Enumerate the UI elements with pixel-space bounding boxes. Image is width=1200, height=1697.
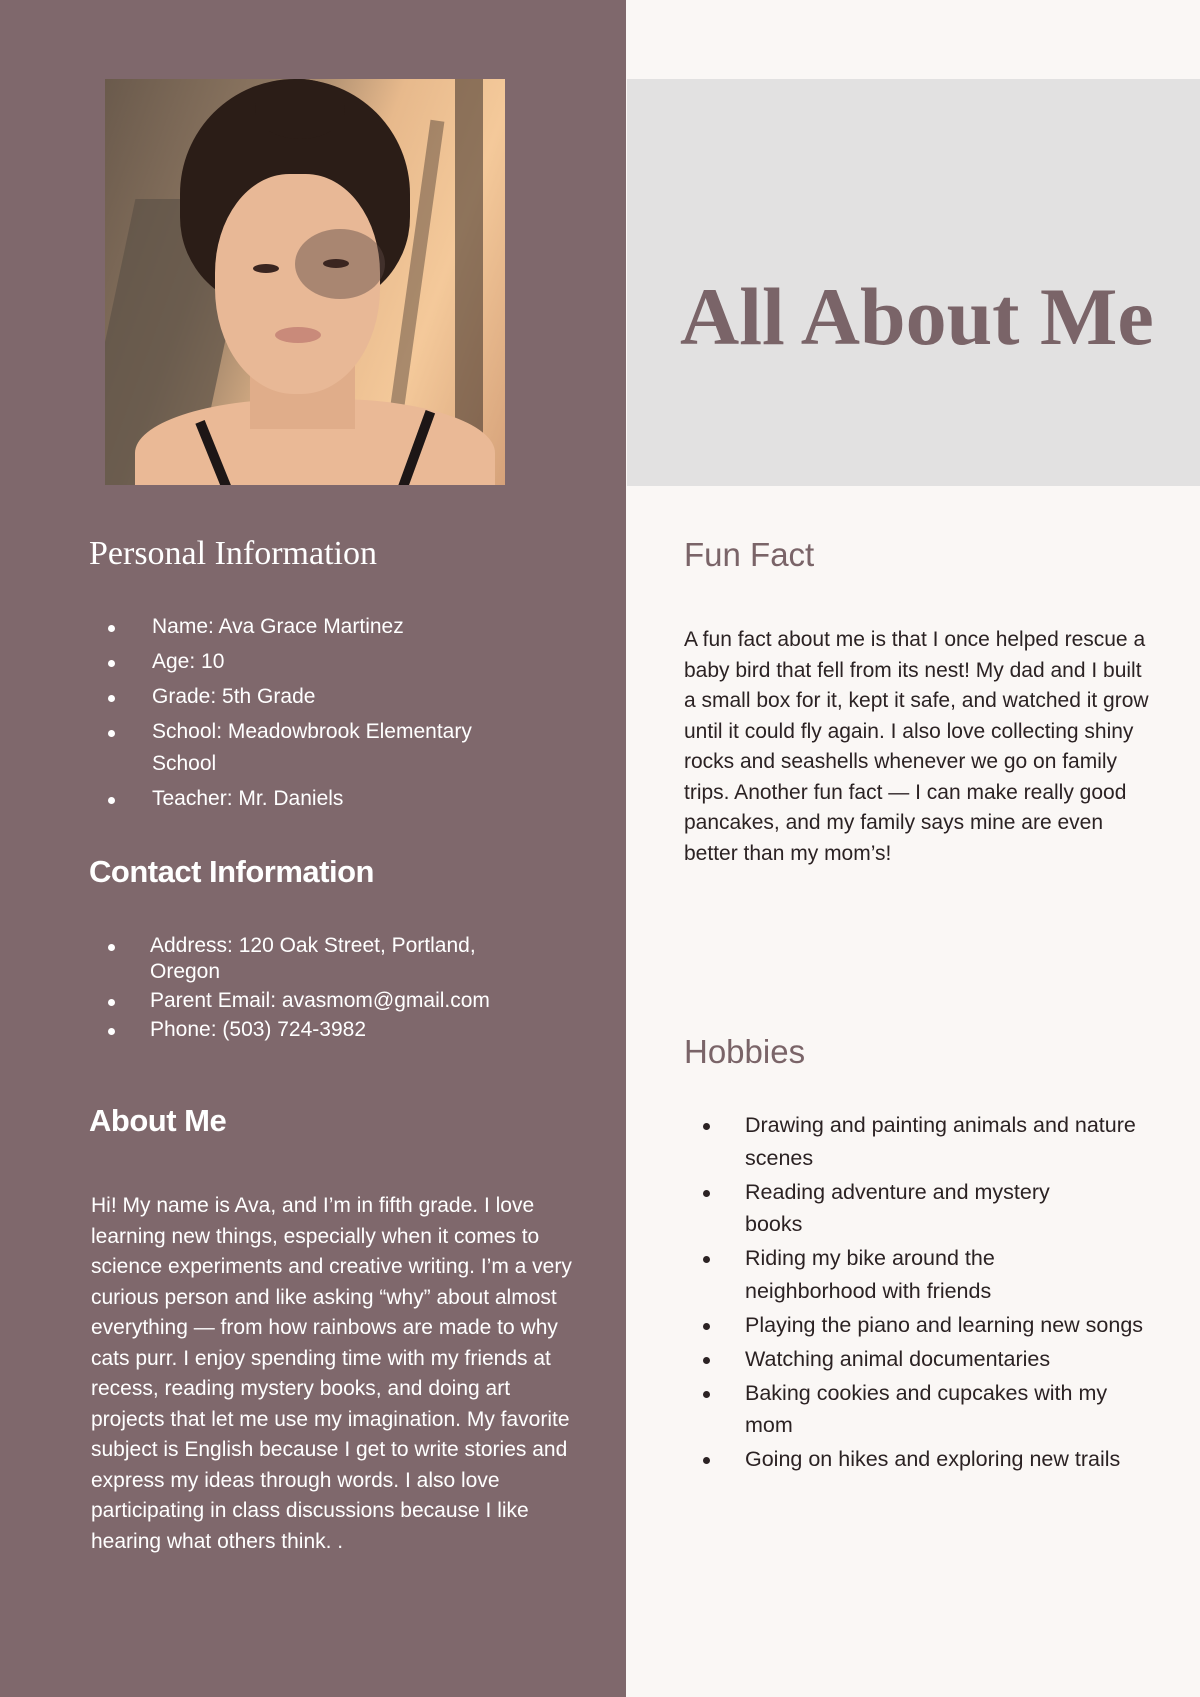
list-item: Drawing and painting animals and nature scenes: [700, 1109, 1160, 1174]
list-item: Riding my bike around the neighborhood with friends: [700, 1242, 1160, 1307]
fun-fact-text: A fun fact about me is that I once helped rescue a baby bird that fell from its nest! My dad and I built a small box for it, kept it safe, and watched it grow until it could fly again. I also love collecting shiny rocks and seashells whenever we go on family trips. Another fun fact — I can make really good pancakes, and my family says mine are even better than my mom’s!: [684, 628, 1149, 865]
list-item: Going on hikes and exploring new trails: [700, 1443, 1160, 1476]
personal-info-list: [100, 611, 580, 818]
contact-info-list: [100, 933, 580, 1046]
list-item: Teacher: Mr. Daniels: [100, 783, 580, 815]
fun-fact-heading: Fun Fact: [684, 536, 815, 573]
hobbies-heading: Hobbies: [684, 1033, 806, 1070]
list-item: Parent Email: avasmom@gmail.com: [100, 988, 580, 1014]
about-me-heading: About Me: [89, 1103, 227, 1138]
list-item: Name: Ava Grace Martinez: [100, 611, 580, 643]
list-item: Phone: (503) 724-3982: [100, 1017, 580, 1043]
list-item: Playing the piano and learning new songs: [700, 1309, 1160, 1342]
hobbies-list: [700, 1109, 1160, 1477]
list-item: Age: 10: [100, 646, 580, 678]
about-me-text: Hi! My name is Ava, and I’m in fifth grade. I love learning new things, especially when it comes to science experiments and creative writing. I’m a very curious person and like asking “why” about almost everything — from how rainbows are made to why cats purr. I enjoy spending time with my friends at recess, reading mystery books, and doing art projects that let me use my imagination. My favorite subject is English because I get to write stories and express my ideas through words. I also love participating in class discussions because I like hearing what others think. .: [91, 1194, 572, 1553]
list-item: Baking cookies and cupcakes with my mom: [700, 1377, 1160, 1442]
page-title: All About Me: [680, 270, 1154, 362]
list-item: Grade: 5th Grade: [100, 681, 580, 713]
profile-photo: [105, 79, 505, 485]
list-item: Reading adventure and mystery books: [700, 1176, 1160, 1241]
list-item: School: Meadowbrook Elementary School: [100, 716, 580, 780]
list-item: Address: 120 Oak Street, Portland, Oregon: [100, 933, 580, 985]
personal-info-heading: Personal Information: [89, 535, 377, 572]
list-item: Watching animal documentaries: [700, 1343, 1160, 1376]
contact-info-heading: Contact Information: [89, 854, 374, 889]
